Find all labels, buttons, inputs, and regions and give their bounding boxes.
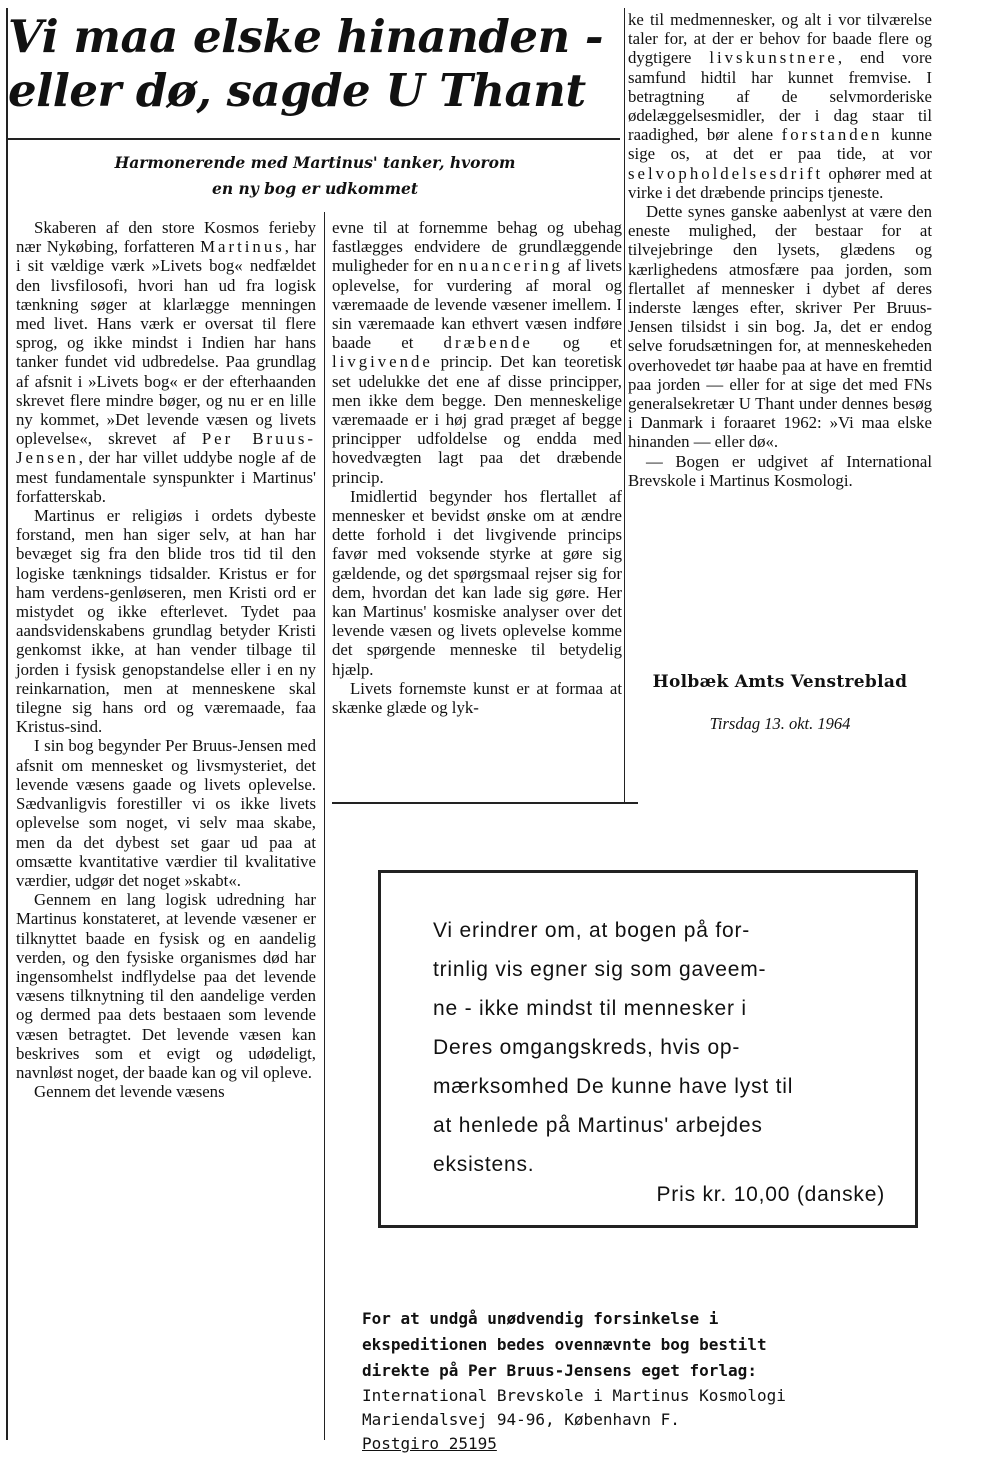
col1-paragraph-4: Gennem en lang logisk udredning har Martinus konstateret, at levende væsener er tilknyttet baade en fysisk og en aandelig verden, og den fysiske organismes død har ingensomhelst indflydelse paa det levende væsens tilknytning til den aandelige verden og dermed paa dets bestaaen som levende væsen betragtet. Det levende væsen kan beskrives som et evigt og udødeligt, navnløst noget, der baade kan og vil opleve. — [16, 890, 316, 1082]
bottom-rule — [332, 802, 638, 804]
column-divider-2 — [624, 8, 625, 802]
address-line-1: International Brevskole i Martinus Kosmologi — [362, 1386, 786, 1405]
col1-paragraph-5: Gennem det levende væsens — [34, 1082, 225, 1102]
column-1-right-rule — [324, 800, 325, 1440]
col3-paragraph-2: Dette synes ganske aabenlyst at være den eneste mulighed, der bestaar for at tilvejebringe den lysets, glædens og kærlighedens atmosfære paa jorden, som flertallet af mennesker i dybet af deres inderste længes efter, skriver Per Bruus-Jensen tilsidst i sin bog. Ja, det er endog selve forudsætningen for, at menneskeheden overhovedet tør haabe paa at have en fremtid paa jorden — eller for at sige det med FNs generalsekretær U Thant under dennes besøg i Danmark i foraaret 1962: »Vi maa elske hinanden — eller dø«. — [628, 202, 932, 452]
address-line-2: Mariendalsvej 94-96, København F. — [362, 1410, 680, 1429]
order-note — [362, 1306, 767, 1384]
order-note-line: ekspeditionen bedes ovennævnte bog bestilt — [362, 1335, 767, 1354]
col2-paragraph-3: Livets fornemste kunst er at formaa at skænke glæde og lyk- — [332, 678, 622, 718]
col3-paragraph-1: ke til medmennesker, og alt i vor tilværelse taler for, at der er behov for baade flere og dygtigere livskunstnere, end vore samfund hidtil har kunnet fremvise. I betragtning af de selvmorderiske ødelæggelsesmidler, der i dag staar til raadighed, bør alene forstanden kunne sige os, at det er paa tide, at vor selvopholdelsesdrift ophører med at virke i det dræbende princips tjeneste. — [628, 10, 932, 202]
notice-line: at henlede på Martinus' arbejdes — [433, 1114, 763, 1137]
term-forstanden: forstanden — [781, 125, 883, 145]
price: Pris kr. 10,00 (danske) — [656, 1183, 885, 1206]
notice-line: trinlig vis egner sig som gaveem- — [433, 958, 767, 981]
subheadline-line-1: Harmonerende med Martinus' tanker, hvorom — [114, 153, 516, 172]
term-nuancering: nuancering — [458, 256, 563, 276]
term-draebende: dræbende — [443, 333, 533, 353]
notice-line: mærksomhed De kunne have lyst til — [433, 1075, 794, 1098]
term-selvopholdelsesdrift: selvopholdelsesdrift — [628, 163, 824, 183]
column-divider-1 — [324, 212, 325, 802]
col2-paragraph-2: Imidlertid begynder hos flertallet af mennesker et bevidst ønske om at ændre dette forhold i det livgivende princips favør med voksende styrke at gøre sig gældende, og det spørgsmaal rejser sig for dem, hvordan det kan lade sig gøre. Her kan Martinus' kosmiske analyser over det levende væsen og livets oplevelse komme det spørgende menneske til betydelig hjælp. — [332, 486, 622, 679]
publisher-address — [362, 1384, 786, 1456]
col3-paragraph-3: — Bogen er udgivet af International Brevskole i Martinus Kosmologi. — [628, 451, 932, 490]
notice-line: eksistens. — [433, 1153, 535, 1176]
col1-paragraph-1: Skaberen af den store Kosmos ferieby nær Nykøbing, forfatteren Martinus, har i sit vældige værk »Livets bog« nedfældet den livsfilosofi, hvori han ud fra logisk tænkning søger at klarlægge menningen med livet. Hans værk er oversat til flere sprog, og ikke mindst i Indien har hans tanker fundet vid udbredelse. Paa grundlag af afsnit i »Livets bog« er der efterhaanden skrevet flere mindre bøger, og nu er en lille ny kommet, »Det levende væsen og livets oplevelse«, skrevet af Per Bruus-Jensen, der har villet uddybe nogle af de mest fundamentale synspunkter i Martinus' forfatterskab. — [16, 218, 317, 506]
publication-date: Tirsdag 13. okt. 1964 — [709, 714, 851, 733]
notice-text — [433, 911, 893, 1184]
headline-divider — [8, 138, 620, 140]
author-martinus: Martinus — [200, 237, 285, 257]
subheadline — [20, 150, 610, 202]
column-1-left-rule — [6, 8, 8, 1440]
notice-line: Vi erindrer om, at bogen på for- — [433, 919, 751, 942]
col2-paragraph-1: evne til at fornemme behag og ubehag fastlægges endvidere de grundlæggende muligheder for en nuancering af livets oplevelse, for vurdering af moral og væremaade de levende væsener imellem. I sin væremaade kan ethvert væsen indføre baade et dræbende og et livgivende princip. Det kan teoretisk set udelukke det ene af disse principper, men ikke dem begge. Den menneskelige væremaade er i høj grad præget af begge principper udfoldelse og endda med hovedvægten lagt paa det dræbende princip. — [332, 218, 622, 487]
article-column-2 — [332, 218, 622, 784]
col1-paragraph-3: I sin bog begynder Per Bruus-Jensen med afsnit om mennesket og livsmysteriet, det levende væsens gaade og livets oplevelse. Sædvanligvis forestiller vi os ikke livets oplevelse som noget, vi selv maa skabe, men da det dybest set gaar ud paa at omsætte kvantitative værdier til kvalitative værdier, udgør det noget »skabt«. — [16, 736, 316, 890]
order-note-line: direkte på Per Bruus-Jensens eget forlag: — [362, 1361, 757, 1380]
article-column-1 — [16, 218, 316, 1428]
term-livgivende: livgivende — [332, 352, 433, 372]
col1-paragraph-2: Martinus er religiøs i ordets dybeste forstand, men han siger selv, at han har bevæget sig fra den blide tros tid til den logiske tænknings tidsalder. Kristus er for ham verdens-genløseren, men Kristi ord er mistydet og ikke efterlevet. Tydet paa aandsvidenskabens grundlag betyder Kristi genkomst ikke, at han vender tilbage til jorden i fysisk genopstandelse eller i en ny reinkarnation, men at menneskene skal tilegne sig hans ord og væremaade, faa Kristus-sind. — [16, 506, 316, 737]
headline — [8, 10, 618, 118]
headline-line-1: Vi maa elske hinanden - — [8, 10, 604, 63]
notice-line: ne - ikke mindst til mennesker i — [433, 997, 747, 1020]
article-column-3 — [628, 10, 932, 646]
notice-line: Deres omgangskreds, hvis op- — [433, 1036, 741, 1059]
subheadline-line-2: en ny bog er udkommet — [211, 179, 419, 198]
headline-line-2: eller dø, sagde U Thant — [8, 64, 586, 117]
newspaper-name: Holbæk Amts Venstreblad — [652, 672, 908, 692]
author-per-bruus-jensen: Per Bruus-Jensen — [16, 429, 317, 468]
term-livskunstnere: livskunstnere — [709, 48, 838, 68]
postgiro-number: Postgiro 25195 — [362, 1434, 497, 1453]
notice-box — [378, 870, 918, 1228]
order-note-line: For at undgå unødvendig forsinkelse i — [362, 1309, 719, 1328]
